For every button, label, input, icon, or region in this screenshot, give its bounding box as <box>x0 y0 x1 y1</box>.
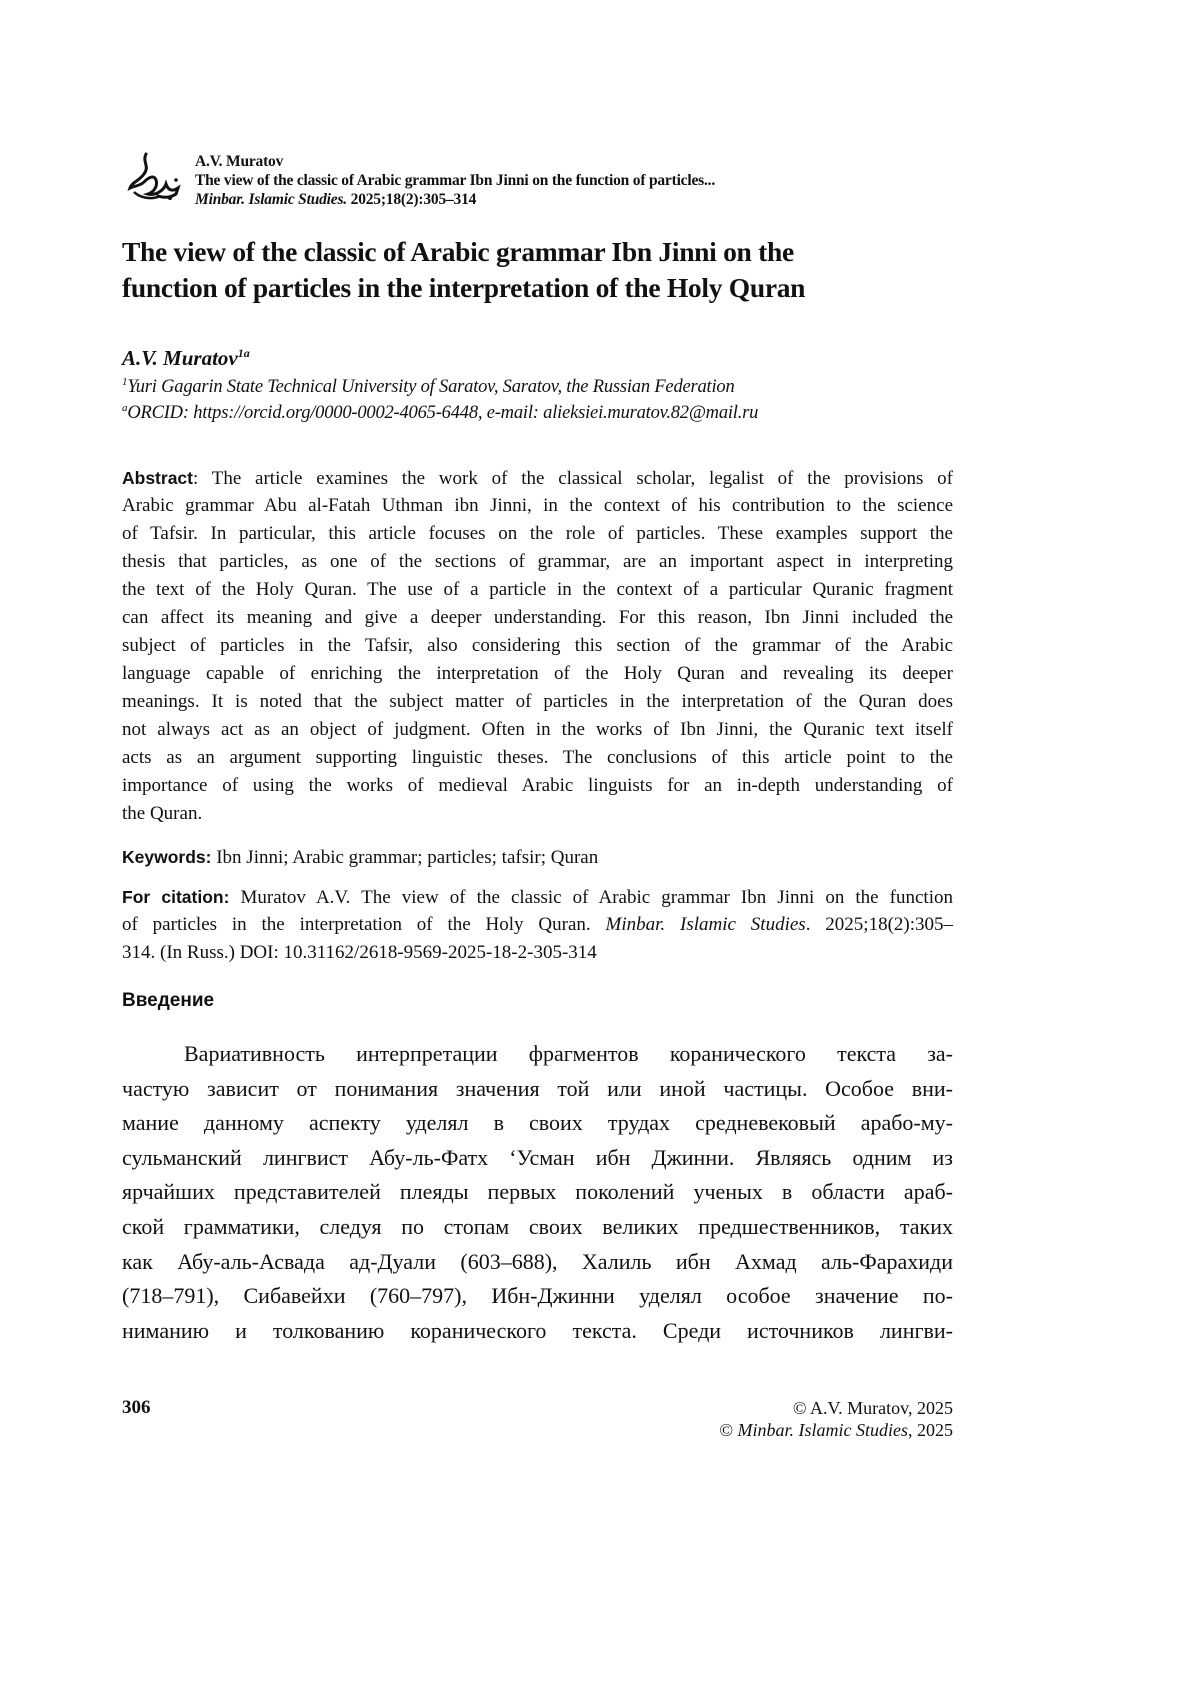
author-sup: 1a <box>238 346 250 360</box>
author-name-text: A.V. Muratov <box>122 346 238 370</box>
orcid-text[interactable]: ORCID: https://orcid.org/0000-0002-4065-6448, e-mail: alieksiei.muratov.82@mail.ru <box>127 403 758 423</box>
copyright-symbol: © <box>719 1420 737 1440</box>
citation-journal: Minbar. Islamic Studies <box>606 914 806 935</box>
citation-block <box>122 883 953 967</box>
citation-line: 314. (In Russ.) DOI: 10.31162/2618-9569-2025-18-2-305-314 <box>122 939 953 967</box>
body-line: ярчайших представителей плеяды первых поколений ученых в области араб- <box>122 1175 953 1210</box>
affiliation-sup: 1 <box>122 376 127 388</box>
citation-label: For citation: <box>122 887 229 907</box>
copyright-author: © A.V. Muratov, 2025 <box>719 1397 953 1419</box>
citation-line <box>122 911 953 939</box>
page-number: 306 <box>122 1397 151 1419</box>
abstract-line: the text of the Holy Quran. The use of a particle in the context of a particular Quranic fragment <box>122 576 953 604</box>
keywords-text: Ibn Jinni; Arabic grammar; particles; tafsir; Quran <box>211 847 598 868</box>
citation-numbers: 2025;18(2):305–314 <box>347 191 476 208</box>
abstract-line: importance of using the works of medieval Arabic linguists for an in-depth understanding of <box>122 772 953 800</box>
abstract-line: language capable of enriching the interpretation of the Holy Quran and revealing its deeper <box>122 660 953 688</box>
title-line: function of particles in the interpretation of the Holy Quran <box>122 270 962 306</box>
body-line: частую зависит от понимания значения той или иной частицы. Особое вни- <box>122 1072 953 1107</box>
running-header-title: The view of the classic of Arabic grammar Ibn Jinni on the function of particles... <box>195 171 715 190</box>
orcid-sup: a <box>122 402 127 414</box>
running-header <box>195 152 715 209</box>
abstract-line: not always act as an object of judgment. Often in the works of Ibn Jinni, the Quranic text itself <box>122 716 953 744</box>
running-header-citation <box>195 190 715 209</box>
body-line: сульманский лингвист Абу-ль-Фатх ‘Усман ибн Джинни. Являясь одним из <box>122 1141 953 1176</box>
abstract-line: subject of particles in the Tafsir, also considering this section of the grammar of the Arabic <box>122 632 953 660</box>
citation-text: Muratov A.V. The view of the classic of Arabic grammar Ibn Jinni on the function <box>229 887 953 908</box>
journal-name: Minbar. Islamic Studies. <box>195 191 347 208</box>
body-line: ниманию и толкованию коранического текста. Среди источников лингви- <box>122 1314 953 1349</box>
abstract-line: of Tafsir. In particular, this article focuses on the role of particles. These examples support the <box>122 520 953 548</box>
citation-line <box>122 883 953 911</box>
abstract-label: Abstract <box>122 468 193 488</box>
body-text <box>122 1037 953 1348</box>
body-line: (718–791), Сибавейхи (760–797), Ибн-Джинни уделял особое значение по- <box>122 1279 953 1314</box>
title-line: The view of the classic of Arabic grammar Ibn Jinni on the <box>122 234 962 270</box>
abstract-text: : The article examines the work of the classical scholar, legalist of the provisions of <box>193 468 953 489</box>
section-heading: Введение <box>122 990 214 1012</box>
abstract-line: the Quran. <box>122 800 953 828</box>
affiliation <box>122 376 735 398</box>
copyright-journal <box>719 1419 953 1441</box>
keywords-label: Keywords: <box>122 847 211 867</box>
journal-logo-calligraphy <box>124 152 182 202</box>
abstract-line: acts as an argument supporting linguistic theses. The conclusions of this article point to the <box>122 744 953 772</box>
abstract-line: meanings. It is noted that the subject matter of particles in the interpretation of the Quran does <box>122 688 953 716</box>
abstract-line: thesis that particles, as one of the sections of grammar, are an important aspect in interpreting <box>122 548 953 576</box>
abstract-line: can affect its meaning and give a deeper understanding. For this reason, Ibn Jinni included the <box>122 604 953 632</box>
abstract-line: Arabic grammar Abu al-Fatah Uthman ibn Jinni, in the context of his contribution to the science <box>122 492 953 520</box>
copyright <box>719 1397 953 1441</box>
body-line: как Абу-аль-Асвада ад-Дуали (603–688), Халиль ибн Ахмад аль-Фарахиди <box>122 1245 953 1280</box>
keywords <box>122 843 953 871</box>
citation-text: of particles in the interpretation of the Holy Quran. <box>122 914 606 935</box>
orcid-email <box>122 402 758 424</box>
copyright-year: , 2025 <box>908 1420 953 1440</box>
body-line: мание данному аспекту уделял в своих трудах средневековый арабо-му- <box>122 1106 953 1141</box>
abstract-lines <box>122 492 953 828</box>
body-line: ской грамматики, следуя по стопам своих великих предшественников, таких <box>122 1210 953 1245</box>
abstract-line <box>122 464 953 492</box>
abstract <box>122 464 953 828</box>
article-title <box>122 234 962 306</box>
running-header-author: A.V. Muratov <box>195 152 715 171</box>
author-name <box>122 346 250 371</box>
affiliation-text: Yuri Gagarin State Technical University of Saratov, Saratov, the Russian Federation <box>127 377 734 397</box>
body-line: Вариативность интерпретации фрагментов коранического текста за- <box>122 1037 953 1072</box>
copyright-journal-name: Minbar. Islamic Studies <box>738 1420 909 1440</box>
citation-text: . 2025;18(2):305– <box>806 914 953 935</box>
